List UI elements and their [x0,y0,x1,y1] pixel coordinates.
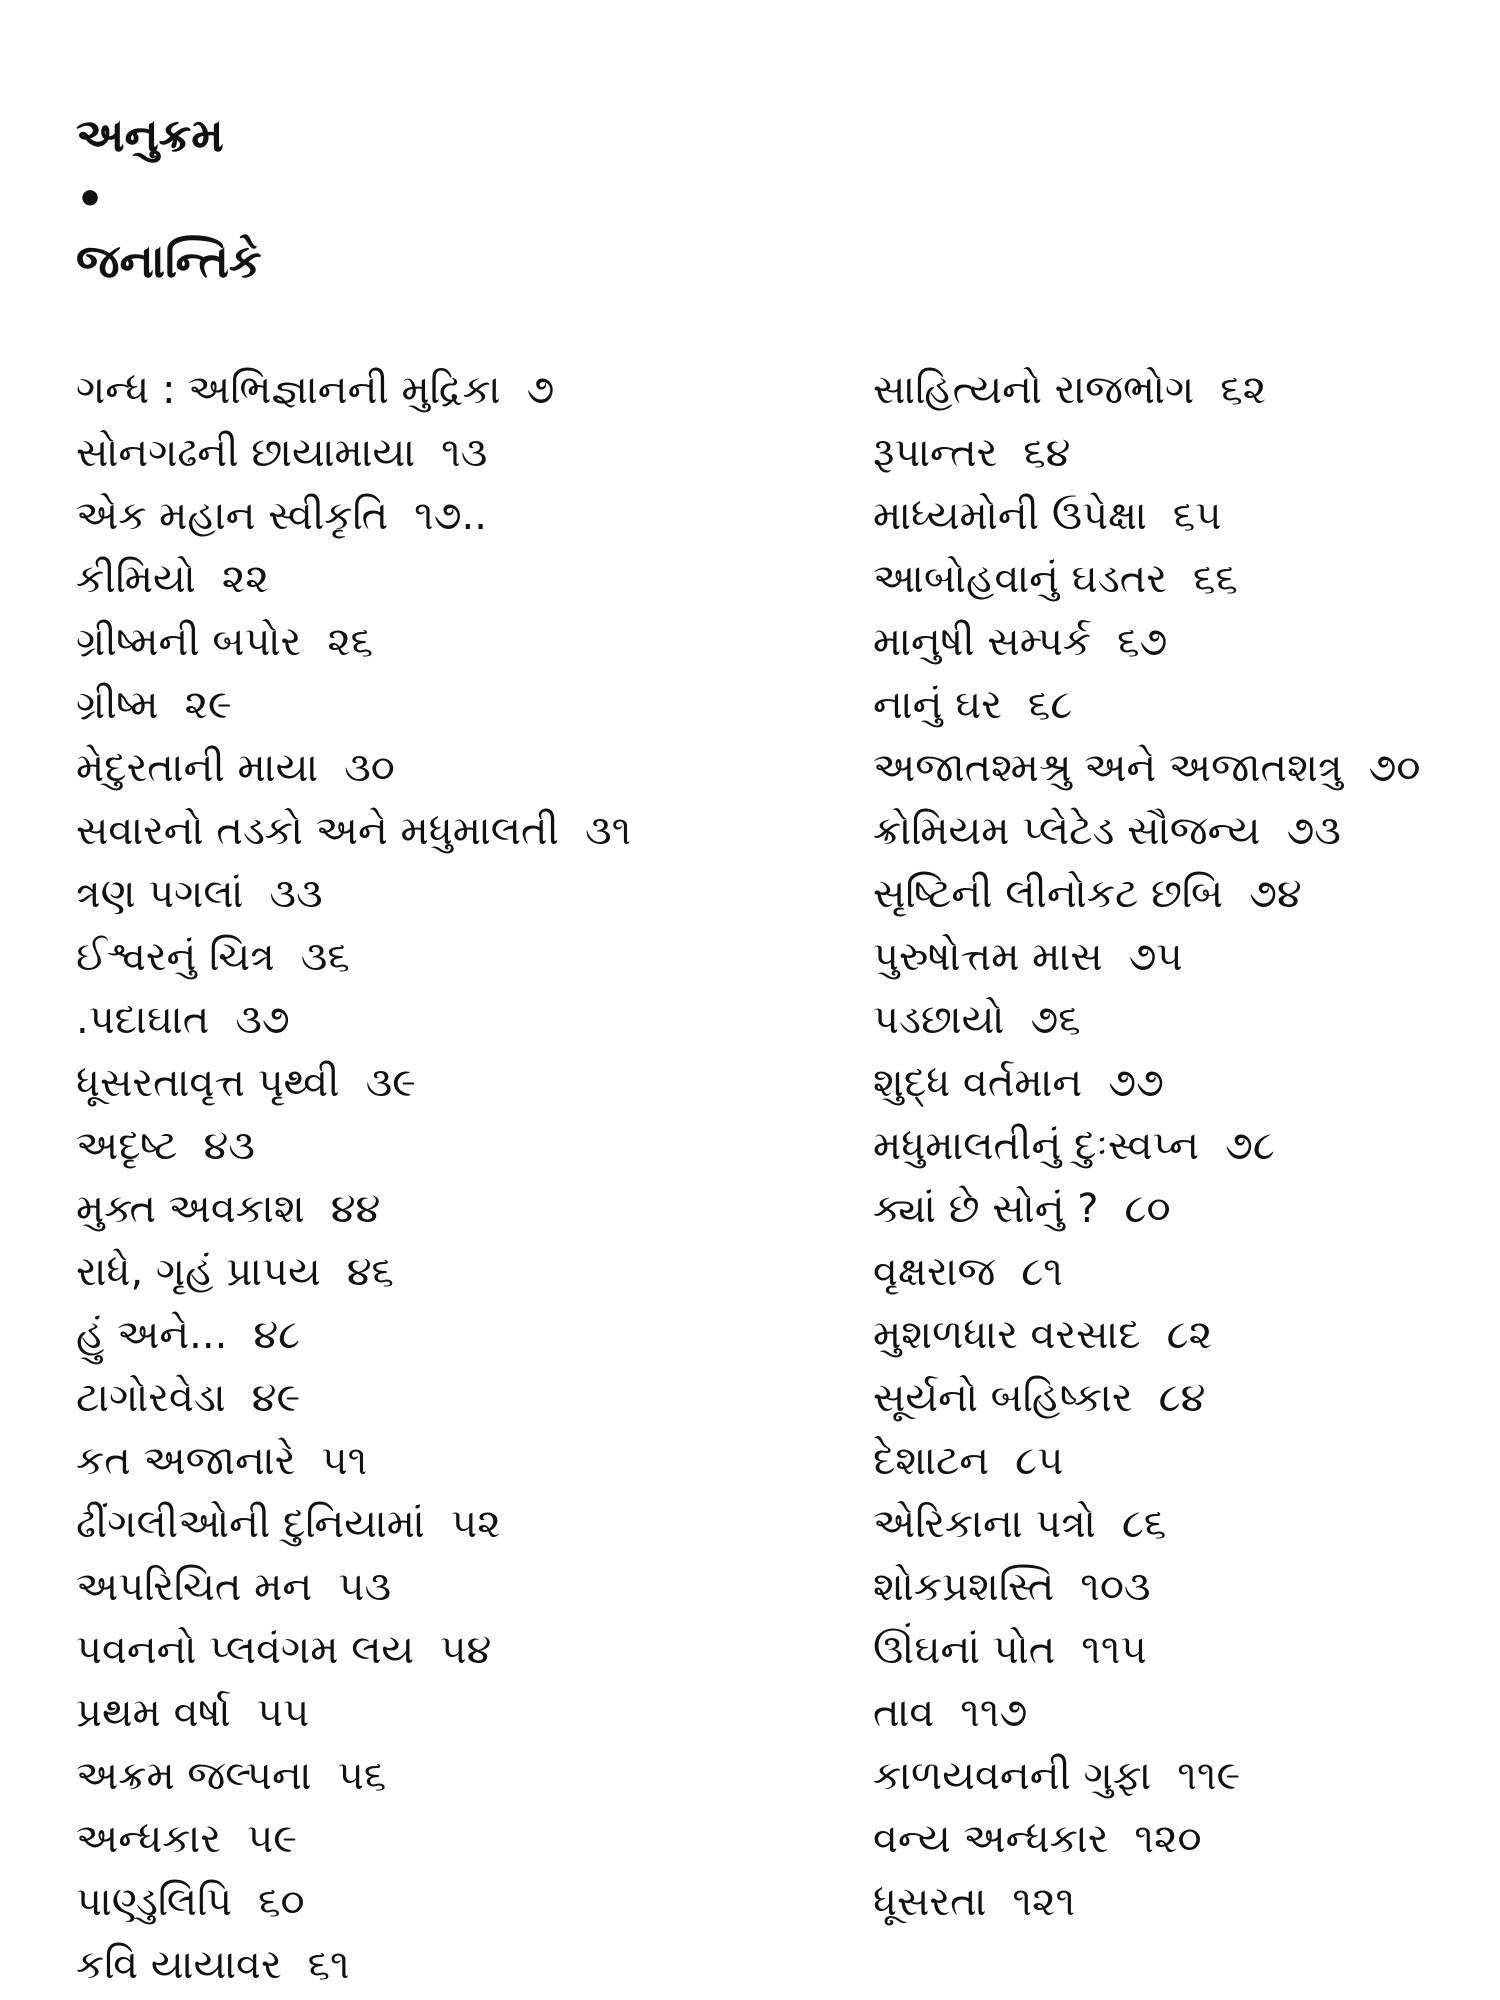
toc-entry-title: વૃક્ષરાજ [873,1249,996,1295]
toc-entry [76,1808,836,1871]
toc-entry-title: ગન્ધ : અભિજ્ઞાનની મુદ્રિકા [76,367,501,413]
toc-entry-title: તાવ [873,1690,935,1736]
toc-entry [873,674,1473,737]
toc-right-column [873,359,1473,1934]
toc-entry-title: રાધે, ગૃહં પ્રાપય [76,1249,321,1295]
toc-entry [873,737,1473,800]
toc-entry [873,1367,1473,1430]
toc-entry-page: ૫૧ [321,1438,368,1484]
toc-entry-title: પ્રથમ વર્ષા [76,1690,231,1736]
toc-entry-title: નાનું ઘર [873,682,1002,728]
toc-entry [873,863,1473,926]
toc-entry [873,1493,1473,1556]
toc-entry-title: અન્ધકાર [76,1816,221,1862]
toc-entry [76,359,836,422]
toc-entry-title: હું અને... [76,1312,228,1358]
toc-entry-title: અજાતશ્મશ્રુ અને અજાતશત્રુ [873,745,1343,791]
toc-entry-page: ૬૭ [1117,619,1168,665]
toc-entry [76,1367,836,1430]
toc-entry [76,548,836,611]
toc-entry-page: ૭૬ [1030,997,1081,1043]
toc-entry [873,1682,1473,1745]
toc-entry-page: ૪૯ [251,1375,301,1421]
toc-entry [76,485,836,548]
toc-entry-title: ત્રણ પગલાં [76,871,244,917]
toc-entry-page: ૩૯ [365,1060,416,1106]
toc-entry-title: ક્યાં છે સોનું ? [873,1186,1099,1232]
toc-entry-title: સૂર્યનો બહિષ્કાર [873,1375,1133,1421]
toc-entry [76,1304,836,1367]
toc-entry-page: ૩૦ [344,745,395,791]
toc-entry-page: ૧૩ [441,430,488,476]
toc-entry-title: રૂપાન્તર [873,430,998,476]
toc-entry [873,1115,1473,1178]
toc-entry [76,1682,836,1745]
toc-entry [76,1619,836,1682]
toc-entry-title: એક મહાન સ્વીકૃતિ [76,493,389,539]
toc-entry-page: ૩૭ [235,997,290,1043]
toc-entry [76,863,836,926]
toc-entry-title: ટાગોરવેડા [76,1375,226,1421]
toc-entry-page: ૮૫ [1015,1438,1064,1484]
toc-entry-title: અદૃષ્ટ [76,1123,178,1169]
toc-entry-title: સોનગઢની છાયામાયા [76,430,416,476]
toc-entry-page: ૭ [526,367,555,413]
toc-entry-title: કવિ યાયાવર [76,1942,282,1988]
toc-entry-page: ૭૪ [1249,871,1302,917]
toc-entry-page: ૬૪ [1023,430,1071,476]
toc-entry-page: ૫૨ [450,1501,501,1547]
toc-entry-page: ૫૪ [440,1627,492,1673]
toc-entry-title: પાણ્ડુલિપિ [76,1879,233,1925]
toc-entry-title: કત અજાનારે [76,1438,296,1484]
toc-entry-title: માનુષી સમ્પર્ક [873,619,1092,665]
toc-entry-page: ૨૨ [221,556,269,602]
toc-entry [873,1178,1473,1241]
toc-entry-page: ૩૧ [584,808,632,854]
toc-entry [873,1241,1473,1304]
toc-left-column [76,359,836,1997]
toc-entry-page: ૭૮ [1225,1123,1275,1169]
toc-entry [76,1493,836,1556]
toc-entry [76,1871,836,1934]
toc-entry [76,989,836,1052]
toc-entry-title: .પદાઘાત [76,997,210,1043]
toc-entry [873,1808,1473,1871]
toc-entry [873,611,1473,674]
toc-entry-title: પુરુષોત્તમ માસ [873,934,1103,980]
toc-entry [76,1178,836,1241]
toc-entry [873,989,1473,1052]
toc-entry-title: વન્ય અન્ધકાર [873,1816,1109,1862]
toc-entry-page: ૮૨ [1166,1312,1213,1358]
toc-entry-title: ધૂસરતાવૃત્ત પૃથ્વી [76,1060,340,1106]
toc-entry [873,422,1473,485]
toc-entry-page: ૬૧ [307,1942,350,1988]
toc-entry-title: અપરિચિત મન [76,1564,313,1610]
toc-entry [873,1745,1473,1808]
page-title: અનુક્રમ [76,108,224,162]
toc-entry-page: ૮૦ [1124,1186,1171,1232]
toc-entry-title: ઊંઘનાં પોત [873,1627,1056,1673]
toc-entry [76,1241,836,1304]
toc-entry-title: ગ્રીષ્મની બપોર [76,619,302,665]
toc-entry-title: પવનનો પ્લવંગમ લય [76,1627,415,1673]
toc-entry [873,359,1473,422]
toc-entry [873,1871,1473,1934]
toc-entry-page: ૭૦ [1368,745,1421,791]
toc-entry-page: ૪૮ [253,1312,301,1358]
toc-entry-page: ૫૬ [337,1753,387,1799]
toc-entry-title: મેદુરતાની માયા [76,745,319,791]
toc-entry [76,422,836,485]
toc-entry-title: દેશાટન [873,1438,990,1484]
toc-entry-title: ગ્રીષ્મ [76,682,159,728]
toc-entry-page: ૧૦૩ [1080,1564,1151,1610]
toc-entry-page: ૬૨ [1220,367,1267,413]
toc-entry-title: ધૂસરતા [873,1879,987,1925]
preface-heading: જનાન્તિકે [76,234,262,288]
toc-entry [76,737,836,800]
toc-entry [76,674,836,737]
toc-entry-page: ૮૪ [1158,1375,1206,1421]
toc-entry [873,1556,1473,1619]
toc-entry [873,800,1473,863]
toc-entry-page: ૪૬ [346,1249,394,1295]
toc-entry-page: ૭૫ [1128,934,1183,980]
toc-entry [76,1934,836,1997]
toc-entry-title: ઈશ્વરનું ચિત્ર [76,934,275,980]
toc-entry-page: ૨૯ [184,682,232,728]
toc-entry-page: ૧૭.. [414,493,487,539]
toc-entry [76,800,836,863]
toc-entry-title: એરિકાના પત્રો [873,1501,1096,1547]
toc-entry [76,926,836,989]
toc-entry [873,926,1473,989]
toc-entry [76,611,836,674]
toc-entry-page: ૩૬ [300,934,350,980]
toc-entry-page: ૪૩ [203,1123,255,1169]
toc-entry-page: ૫૫ [256,1690,310,1736]
toc-entry [76,1430,836,1493]
toc-entry [76,1115,836,1178]
toc-entry-title: કીમિયો [76,556,196,602]
toc-entry [873,485,1473,548]
toc-entry-title: મુક્ત અવકાશ [76,1186,305,1232]
toc-entry-page: ૧૧૫ [1081,1627,1147,1673]
toc-entry-page: ૬૫ [1172,493,1222,539]
toc-entry-title: માધ્યમોની ઉપેક્ષા [873,493,1147,539]
toc-entry-page: ૭૩ [1286,808,1341,854]
toc-entry-title: કાળયવનની ગુફા [873,1753,1152,1799]
toc-entry-page: ૫૩ [338,1564,392,1610]
toc-entry-page: ૩૩ [269,871,323,917]
toc-entry-title: અક્રમ જલ્પના [76,1753,312,1799]
toc-entry-title: સવારનો તડકો અને મધુમાલતી [76,808,559,854]
toc-entry-page: ૨૬ [327,619,374,665]
toc-entry-page: ૧૨૦ [1134,1816,1202,1862]
toc-entry [873,1304,1473,1367]
toc-entry-page: ૧૧૯ [1177,1753,1241,1799]
toc-entry-page: ૪૪ [330,1186,381,1232]
toc-entry-title: શુદ્ધ વર્તમાન [873,1060,1083,1106]
toc-entry-title: પડછાયો [873,997,1005,1043]
toc-entry-title: સાહિત્યનો રાજભોગ [873,367,1195,413]
toc-entry-title: મુશળધાર વરસાદ [873,1312,1141,1358]
toc-entry-title: શોકપ્રશસ્તિ [873,1564,1055,1610]
toc-entry [76,1052,836,1115]
toc-entry-page: ૧૨૧ [1012,1879,1076,1925]
toc-entry [873,1430,1473,1493]
toc-entry-title: ઢીંગલીઓની દુનિયામાં [76,1501,425,1547]
toc-entry [873,1052,1473,1115]
toc-entry [873,1619,1473,1682]
toc-entry-page: ૬૬ [1192,556,1238,602]
toc-entry-page: ૭૭ [1108,1060,1164,1106]
bullet-separator: • [76,174,105,225]
toc-entry-page: ૧૧૭ [960,1690,1028,1736]
toc-entry-title: ક્રોમિયમ પ્લેટેડ સૌજન્ય [873,808,1261,854]
toc-entry-page: ૮૧ [1021,1249,1063,1295]
toc-entry-title: સૃષ્ટિની લીનોકટ છબિ [873,871,1224,917]
toc-entry-page: ૬૮ [1027,682,1073,728]
toc-entry-page: ૮૬ [1121,1501,1167,1547]
toc-entry-title: મધુમાલતીનું દુઃસ્વપ્ન [873,1123,1200,1169]
toc-entry-title: આબોહવાનું ઘડતર [873,556,1167,602]
toc-entry [873,548,1473,611]
toc-entry [76,1745,836,1808]
toc-entry-page: ૬૦ [258,1879,305,1925]
toc-entry [76,1556,836,1619]
toc-entry-page: ૫૯ [246,1816,297,1862]
